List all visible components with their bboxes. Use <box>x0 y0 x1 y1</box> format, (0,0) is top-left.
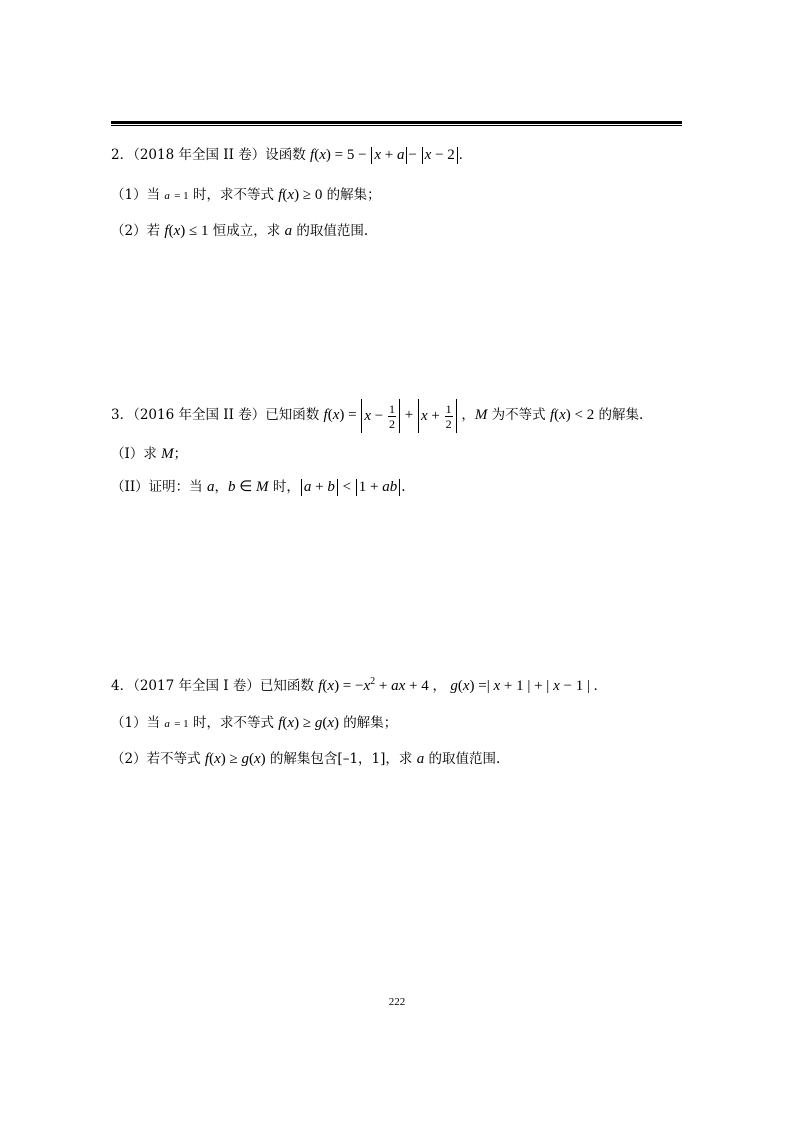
problem-3-part-2 <box>111 477 406 497</box>
part-label: （2） <box>111 223 147 239</box>
problem-4-part-2 <box>111 749 500 769</box>
part-text: 当 a = 1 时，求不等式 f(x) ≥ 0 的解集； <box>146 187 381 203</box>
problem-number: 3． <box>111 407 134 423</box>
problem-lead: 设函数 <box>265 147 306 163</box>
header-rule-thin <box>111 125 682 126</box>
page-number: 222 <box>388 996 406 1008</box>
problem-number: 4． <box>111 678 134 694</box>
function-definition: $f(x) = -x^2$ + ax + 4 <box>318 676 433 694</box>
part-label: （II） <box>111 479 149 495</box>
problem-2-part-1 <box>111 185 381 206</box>
part-label: （1） <box>111 715 147 731</box>
part-text: 若 f(x) ≤ 1 恒成立，求 a 的取值范围. <box>146 223 369 239</box>
part-label: （I） <box>111 446 144 462</box>
problem-lead: 已知函数 <box>259 678 314 694</box>
problem-4-stem: 4．（2017 年全国 I 卷）已知函数 $f(x) = -x^2$ + ax + 4 ， g(x) =| x + 1 | + | x − 1 | . <box>111 676 598 694</box>
problem-4-part-1 <box>111 713 397 734</box>
function-definition: f(x) = x − $\frac{1}{2}$ + x + $\frac{1}{2}$ <box>324 407 462 423</box>
problem-source: （2016 年全国 II 卷） <box>133 407 266 423</box>
part-text: 证明：当 a，b ∈ M 时， a + b < 1 + ab . <box>148 479 406 495</box>
problem-source: （2018 年全国 II 卷） <box>133 147 266 163</box>
problem-tail: ，M 为不等式 f(x) < 2 的解集. <box>461 407 644 423</box>
problem-number: 2． <box>111 147 134 163</box>
part-label: （2） <box>111 751 147 767</box>
g-function-definition: g(x) =| x + 1 | + | x − 1 | . <box>450 678 598 694</box>
problem-3-part-1 <box>111 444 187 464</box>
part-text: 当 a = 1 时，求不等式 f(x) ≥ g(x) 的解集； <box>146 715 398 731</box>
function-definition: f(x) = 5 − x + a − x − 2 . <box>310 147 463 163</box>
problem-2-part-2 <box>111 221 368 241</box>
problem-2-stem <box>111 145 463 165</box>
problem-3-stem <box>111 398 643 433</box>
problem-source: （2017 年全国 I 卷） <box>133 678 260 694</box>
part-text: 求 M； <box>143 446 188 462</box>
part-text: 若不等式 f(x) ≥ g(x) 的解集包含[–1，1]，求 a 的取值范围. <box>146 751 501 767</box>
header-rule-thick <box>111 121 682 124</box>
problem-lead: 已知函数 <box>265 407 320 423</box>
part-label: （1） <box>111 187 147 203</box>
